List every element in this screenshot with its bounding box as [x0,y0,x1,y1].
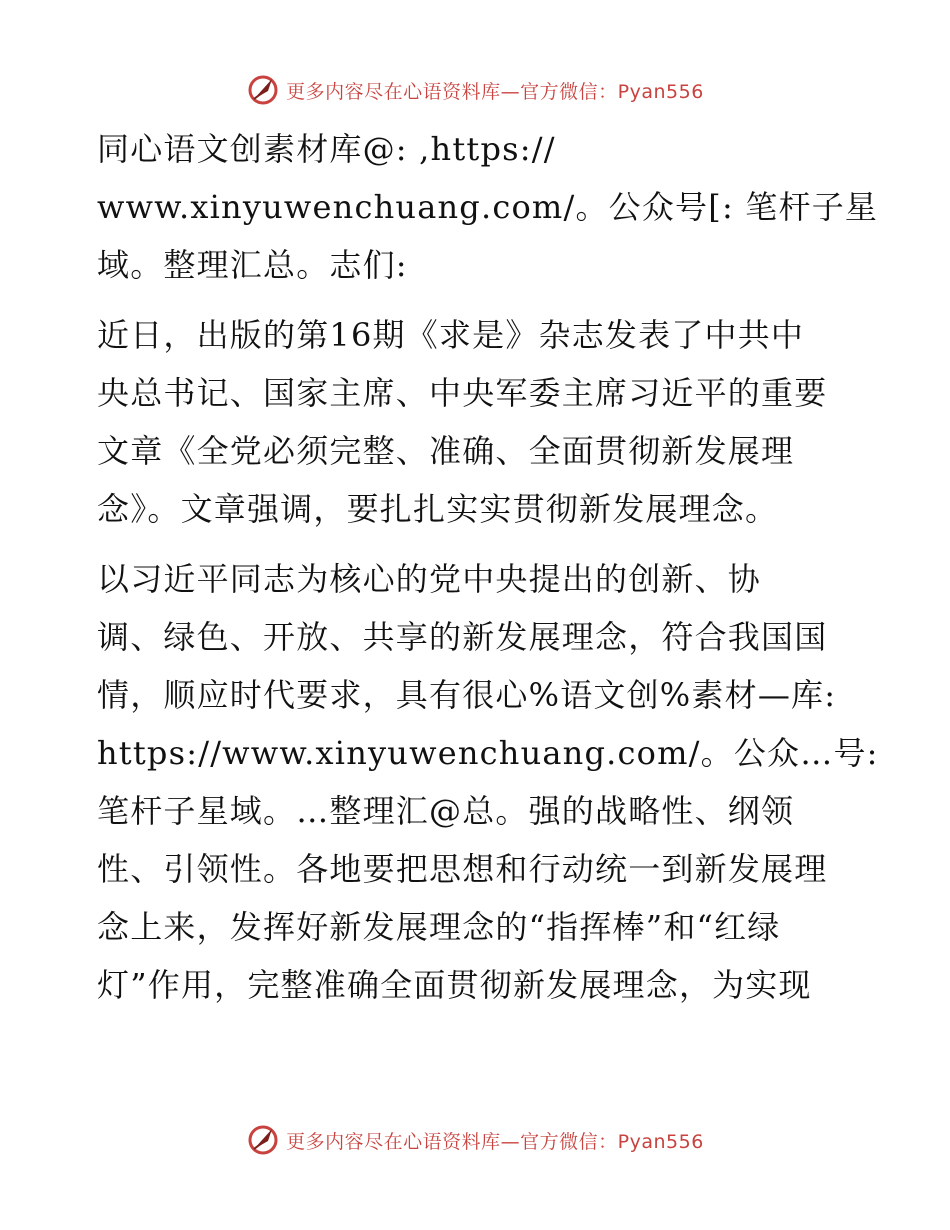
paragraph-1 [97,120,879,294]
text-line: 性、引领性。各地要把思想和行动统一到新发展理 [97,850,828,888]
text-line: 同心语文创素材库@: ,https:// [97,130,556,168]
text-line: www.xinyuwenchuang.com/。公众号[: 笔杆子星 [97,188,879,226]
text-line: 灯”作用，完整准确全面贯彻新发展理念，为实现 [97,966,812,1004]
footer-watermark-text: 更多内容尽在心语资料库—官方微信：Pyan556 [286,1130,704,1153]
header-watermark-text: 更多内容尽在心语资料库—官方微信：Pyan556 [286,80,704,103]
text-line: 近日，出版的第16期《求是》杂志发表了中共中 [97,316,805,354]
footer-watermark-banner [0,1120,950,1160]
quill-pen-circle-icon [246,1123,280,1157]
paragraph-2 [97,306,857,538]
text-line: https://www.xinyuwenchuang.com/。公众…号: [97,734,879,772]
paragraph-3 [97,550,879,1014]
header-watermark-banner [0,70,950,110]
text-line: 念上来，发挥好新发展理念的“指挥棒”和“红绿 [97,908,781,946]
document-body [97,120,879,1026]
text-line: 域。整理汇总。志们: [97,246,408,284]
text-line: 调、绿色、开放、共享的新发展理念，符合我国国 [97,618,828,656]
text-line: 笔杆子星域。…整理汇@总。强的战略性、纲领 [97,792,795,830]
text-line: 以习近平同志为核心的党中央提出的创新、协 [97,560,762,598]
text-line: 念》。文章强调，要扎扎实实贯彻新发展理念。 [97,490,779,528]
quill-pen-circle-icon [246,73,280,107]
text-line: 情，顺应时代要求，具有很心%语文创%素材—库: [97,676,837,714]
text-line: 文章《全党必须完整、准确、全面贯彻新发展理 [97,432,795,470]
text-line: 央总书记、国家主席、中央军委主席习近平的重要 [97,374,828,412]
